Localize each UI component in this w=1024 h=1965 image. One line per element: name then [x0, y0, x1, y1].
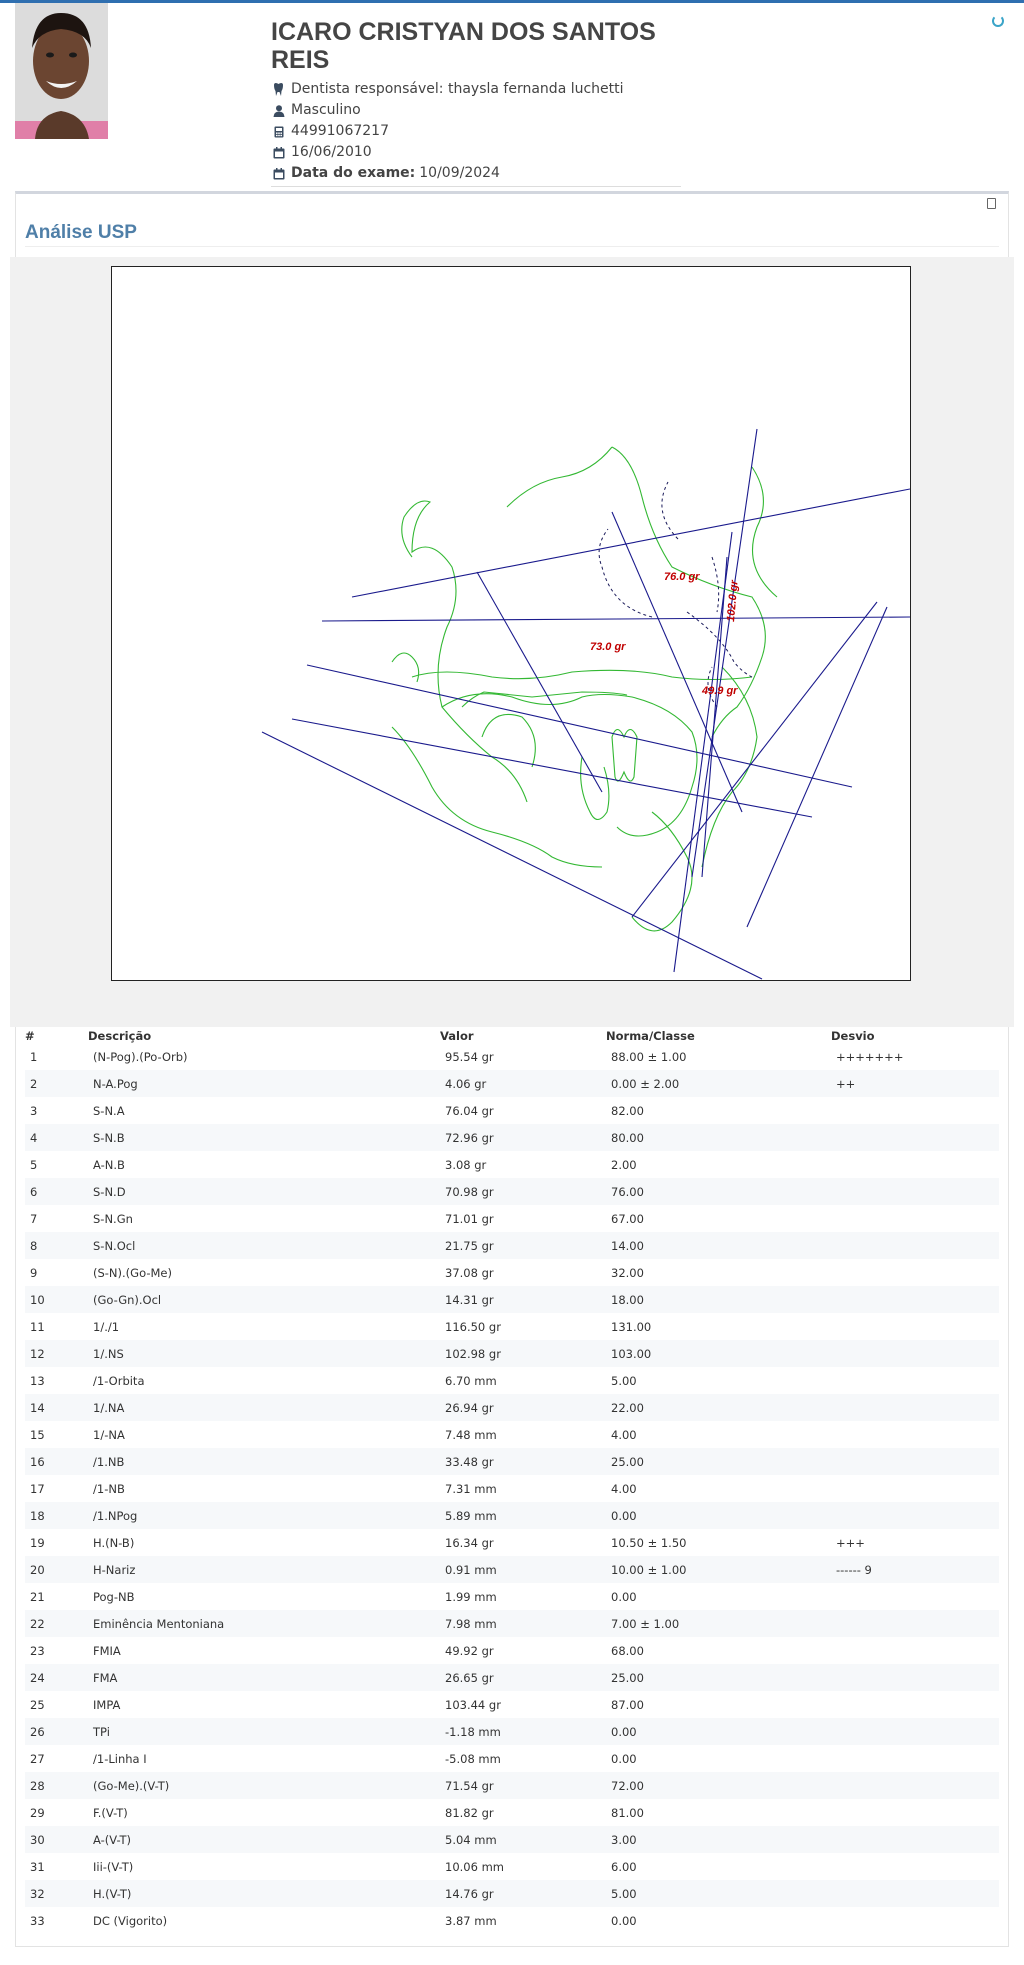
row-description: S-N.Ocl: [93, 1238, 136, 1253]
table-row: [25, 1556, 999, 1583]
row-value: 3.08 gr: [445, 1157, 487, 1172]
row-index: 28: [30, 1778, 45, 1793]
row-value: 95.54 gr: [445, 1049, 494, 1064]
row-index: 10: [30, 1292, 45, 1307]
row-norm: 5.00: [611, 1886, 637, 1901]
row-description: (Go-Me).(V-T): [93, 1778, 170, 1793]
row-norm: 3.00: [611, 1832, 637, 1847]
results-table: [25, 1027, 999, 1934]
table-row: [25, 1853, 999, 1880]
row-index: 5: [30, 1157, 38, 1172]
reference-lines: [262, 429, 910, 979]
row-norm: 0.00: [611, 1508, 637, 1523]
loading-spinner-icon: [992, 15, 1004, 27]
row-norm: 76.00: [611, 1184, 644, 1199]
row-value: 3.87 mm: [445, 1913, 497, 1928]
row-index: 8: [30, 1238, 38, 1253]
table-row: [25, 1043, 999, 1070]
n-pog-line: [692, 429, 757, 877]
row-value: 81.82 gr: [445, 1805, 494, 1820]
row-norm: 6.00: [611, 1859, 637, 1874]
row-norm: 4.00: [611, 1481, 637, 1496]
calendar-icon: [271, 168, 286, 180]
patient-photo: [15, 3, 108, 139]
row-index: 11: [30, 1319, 45, 1334]
tracing-container: [10, 257, 1014, 1027]
table-row: [25, 1313, 999, 1340]
table-row: [25, 1502, 999, 1529]
row-norm: 72.00: [611, 1778, 644, 1793]
row-description: (Go-Gn).Ocl: [93, 1292, 162, 1307]
row-index: 1: [30, 1049, 38, 1064]
table-row: [25, 1799, 999, 1826]
exam-label: Data do exame:: [291, 165, 416, 181]
row-value: 70.98 gr: [445, 1184, 494, 1199]
row-index: 33: [30, 1913, 45, 1928]
row-description: H.(N-B): [93, 1535, 135, 1550]
row-index: 22: [30, 1616, 45, 1631]
occlusal-plane-line: [307, 665, 852, 787]
row-index: 12: [30, 1346, 45, 1361]
row-description: S-N.B: [93, 1130, 125, 1145]
table-row: [25, 1178, 999, 1205]
row-value: 26.65 gr: [445, 1670, 494, 1685]
row-index: 26: [30, 1724, 45, 1739]
table-row: [25, 1124, 999, 1151]
cranial-base-outline: [402, 501, 527, 802]
row-norm: 18.00: [611, 1292, 644, 1307]
frankfort-plane-line: [352, 489, 910, 597]
row-norm: 14.00: [611, 1238, 644, 1253]
dentist-name: thaysla fernanda luchetti: [447, 81, 624, 97]
row-norm: 103.00: [611, 1346, 652, 1361]
table-row: [25, 1907, 999, 1934]
row-index: 4: [30, 1130, 38, 1145]
angle-label-fmia: 49.9 gr: [702, 685, 738, 697]
birth-line: [271, 142, 681, 163]
angle-label-sna: 76.0 gr: [664, 571, 700, 583]
palatal-plane-line: [292, 719, 812, 817]
row-norm: 32.00: [611, 1265, 644, 1280]
title-divider: [25, 246, 999, 247]
row-index: 30: [30, 1832, 45, 1847]
row-norm: 67.00: [611, 1211, 644, 1226]
row-index: 6: [30, 1184, 38, 1199]
row-norm: 80.00: [611, 1130, 644, 1145]
maxilla-outline: [442, 694, 697, 836]
row-description: /1-NB: [93, 1481, 125, 1496]
row-description: S-N.D: [93, 1184, 126, 1199]
row-description: /1.NPog: [93, 1508, 138, 1523]
row-norm: 82.00: [611, 1103, 644, 1118]
row-value: -1.18 mm: [445, 1724, 501, 1739]
row-value: 14.31 gr: [445, 1292, 494, 1307]
row-index: 7: [30, 1211, 38, 1226]
row-description: Pog-NB: [93, 1589, 135, 1604]
row-value: 6.70 mm: [445, 1373, 497, 1388]
row-description: (N-Pog).(Po-Orb): [93, 1049, 188, 1064]
row-index: 3: [30, 1103, 38, 1118]
orbit-outline: [507, 447, 612, 507]
row-value: 7.31 mm: [445, 1481, 497, 1496]
sex-line: [271, 100, 681, 121]
row-index: 9: [30, 1265, 38, 1280]
forehead-outline: [752, 467, 777, 597]
row-description: FMA: [93, 1670, 118, 1685]
fma-arc: [687, 612, 752, 677]
row-description: N-A.Pog: [93, 1076, 138, 1091]
row-index: 29: [30, 1805, 45, 1820]
calendar-icon: [271, 147, 286, 159]
row-norm: 0.00: [611, 1724, 637, 1739]
tooth-icon: [271, 83, 286, 96]
patient-sex: Masculino: [291, 102, 361, 118]
row-value: 102.98 gr: [445, 1346, 501, 1361]
row-index: 31: [30, 1859, 45, 1874]
row-description: S-N.A: [93, 1103, 125, 1118]
row-value: 16.34 gr: [445, 1535, 494, 1550]
table-row: [25, 1448, 999, 1475]
table-row: [25, 1151, 999, 1178]
palatal-plane-outline: [412, 670, 752, 679]
row-value: 1.99 mm: [445, 1589, 497, 1604]
table-row: [25, 1097, 999, 1124]
section-title: Análise USP: [25, 222, 137, 243]
row-value: 21.75 gr: [445, 1238, 494, 1253]
row-value: 37.08 gr: [445, 1265, 494, 1280]
table-row: [25, 1610, 999, 1637]
table-row: [25, 1691, 999, 1718]
n-a-line: [702, 557, 727, 877]
row-value: 4.06 gr: [445, 1076, 487, 1091]
row-value: 71.54 gr: [445, 1778, 494, 1793]
phone-line: [271, 121, 681, 142]
facial-axis-line: [612, 512, 742, 812]
row-description: 1/-NA: [93, 1427, 125, 1442]
row-description: A-N.B: [93, 1157, 125, 1172]
facial-plane-line: [632, 602, 877, 917]
row-index: 2: [30, 1076, 38, 1091]
row-norm: 68.00: [611, 1643, 644, 1658]
header-deviation: Desvio: [831, 1029, 875, 1043]
row-value: 7.98 mm: [445, 1616, 497, 1631]
row-value: -5.08 mm: [445, 1751, 501, 1766]
table-row: [25, 1826, 999, 1853]
row-value: 116.50 gr: [445, 1319, 501, 1334]
angle-label-impa: 102.0 gr: [725, 579, 741, 623]
jaw-outline: [392, 727, 602, 867]
row-value: 7.48 mm: [445, 1427, 497, 1442]
table-header: [25, 1027, 999, 1043]
dentist-line: [271, 79, 681, 100]
table-body: [25, 1043, 999, 1934]
top-accent-bar: [0, 0, 1024, 3]
row-norm: 25.00: [611, 1670, 644, 1685]
patient-name: ICARO CRISTYAN DOS SANTOS REIS: [271, 18, 656, 74]
row-index: 14: [30, 1400, 45, 1415]
row-value: 10.06 mm: [445, 1859, 504, 1874]
row-index: 19: [30, 1535, 45, 1550]
row-description: /1-Orbita: [93, 1373, 145, 1388]
row-norm: 131.00: [611, 1319, 652, 1334]
row-description: Eminência Mentoniana: [93, 1616, 225, 1631]
row-norm: 10.00 ± 1.00: [611, 1562, 687, 1577]
cephalometric-tracing: [112, 267, 910, 980]
row-norm: 2.00: [611, 1157, 637, 1172]
row-description: (S-N).(Go-Me): [93, 1265, 172, 1280]
row-index: 24: [30, 1670, 45, 1685]
row-description: A-(V-T): [93, 1832, 132, 1847]
row-description: S-N.Gn: [93, 1211, 133, 1226]
tracing-frame: [111, 266, 911, 981]
row-value: 33.48 gr: [445, 1454, 494, 1469]
angle-label-snb: 73.0 gr: [590, 641, 626, 653]
table-row: [25, 1286, 999, 1313]
phone-icon: [271, 126, 286, 138]
row-norm: 81.00: [611, 1805, 644, 1820]
row-description: TPi: [93, 1724, 110, 1739]
row-norm: 0.00 ± 2.00: [611, 1076, 680, 1091]
row-description: /1-Linha I: [93, 1751, 147, 1766]
row-description: 1/.NS: [93, 1346, 124, 1361]
header-description: Descrição: [88, 1029, 152, 1043]
row-value: 49.92 gr: [445, 1643, 494, 1658]
patient-header: [271, 18, 681, 187]
table-row: [25, 1718, 999, 1745]
row-description: 1/./1: [93, 1319, 120, 1334]
row-norm: 10.50 ± 1.50: [611, 1535, 687, 1550]
row-description: /1.NB: [93, 1454, 125, 1469]
table-row: [25, 1880, 999, 1907]
mandibular-plane-line: [262, 732, 762, 979]
row-norm: 0.00: [611, 1913, 637, 1928]
row-description: Iii-(V-T): [93, 1859, 134, 1874]
upper-molar-outline: [612, 730, 637, 782]
row-norm: 22.00: [611, 1400, 644, 1415]
table-row: [25, 1367, 999, 1394]
ramus-tangent-line: [747, 607, 887, 927]
row-value: 26.94 gr: [445, 1400, 494, 1415]
patient-phone: 44991067217: [291, 123, 389, 139]
exam-line: [271, 163, 681, 184]
sn-line: [322, 617, 910, 621]
row-norm: 0.00: [611, 1751, 637, 1766]
row-value: 5.04 mm: [445, 1832, 497, 1847]
row-description: DC (Vigorito): [93, 1913, 168, 1928]
row-value: 76.04 gr: [445, 1103, 494, 1118]
row-index: 16: [30, 1454, 45, 1469]
row-deviation: ------ 9: [836, 1562, 872, 1577]
table-row: [25, 1421, 999, 1448]
row-index: 23: [30, 1643, 45, 1658]
header-index: #: [25, 1029, 35, 1043]
row-deviation: +++++++: [836, 1049, 904, 1064]
exam-date: 10/09/2024: [419, 165, 500, 181]
document-icon[interactable]: [987, 198, 996, 209]
row-norm: 5.00: [611, 1373, 637, 1388]
table-row: [25, 1205, 999, 1232]
row-index: 32: [30, 1886, 45, 1901]
table-row: [25, 1475, 999, 1502]
table-row: [25, 1070, 999, 1097]
row-norm: 0.00: [611, 1589, 637, 1604]
row-description: FMIA: [93, 1643, 121, 1658]
table-row: [25, 1259, 999, 1286]
row-value: 72.96 gr: [445, 1130, 494, 1145]
row-value: 14.76 gr: [445, 1886, 494, 1901]
table-row: [25, 1745, 999, 1772]
patient-birth-date: 16/06/2010: [291, 144, 372, 160]
row-index: 20: [30, 1562, 45, 1577]
sna-arc: [662, 482, 678, 539]
row-norm: 88.00 ± 1.00: [611, 1049, 687, 1064]
table-row: [25, 1583, 999, 1610]
table-row: [25, 1394, 999, 1421]
row-index: 15: [30, 1427, 45, 1442]
lower-molar-outline: [581, 757, 609, 820]
header-value: Valor: [440, 1029, 474, 1043]
dentist-label: Dentista responsável:: [291, 81, 444, 97]
row-value: 103.44 gr: [445, 1697, 501, 1712]
table-row: [25, 1772, 999, 1799]
table-row: [25, 1529, 999, 1556]
header-norm: Norma/Classe: [606, 1029, 695, 1043]
row-description: IMPA: [93, 1697, 121, 1712]
user-icon: [271, 105, 286, 117]
row-description: H-Nariz: [93, 1562, 136, 1577]
row-description: 1/.NA: [93, 1400, 125, 1415]
ramus-outline: [392, 653, 419, 682]
table-row: [25, 1232, 999, 1259]
row-norm: 87.00: [611, 1697, 644, 1712]
row-deviation: +++: [836, 1535, 865, 1550]
table-row: [25, 1637, 999, 1664]
table-row: [25, 1664, 999, 1691]
row-norm: 4.00: [611, 1427, 637, 1442]
row-norm: 25.00: [611, 1454, 644, 1469]
row-deviation: ++: [836, 1076, 856, 1091]
row-value: 5.89 mm: [445, 1508, 497, 1523]
row-value: 71.01 gr: [445, 1211, 494, 1226]
row-description: F.(V-T): [93, 1805, 128, 1820]
table-row: [25, 1340, 999, 1367]
row-index: 21: [30, 1589, 45, 1604]
mandible-outline: [482, 715, 535, 768]
row-index: 13: [30, 1373, 45, 1388]
row-index: 18: [30, 1508, 45, 1523]
row-value: 0.91 mm: [445, 1562, 497, 1577]
row-description: H.(V-T): [93, 1886, 132, 1901]
row-index: 17: [30, 1481, 45, 1496]
row-index: 25: [30, 1697, 45, 1712]
row-index: 27: [30, 1751, 45, 1766]
row-norm: 7.00 ± 1.00: [611, 1616, 680, 1631]
